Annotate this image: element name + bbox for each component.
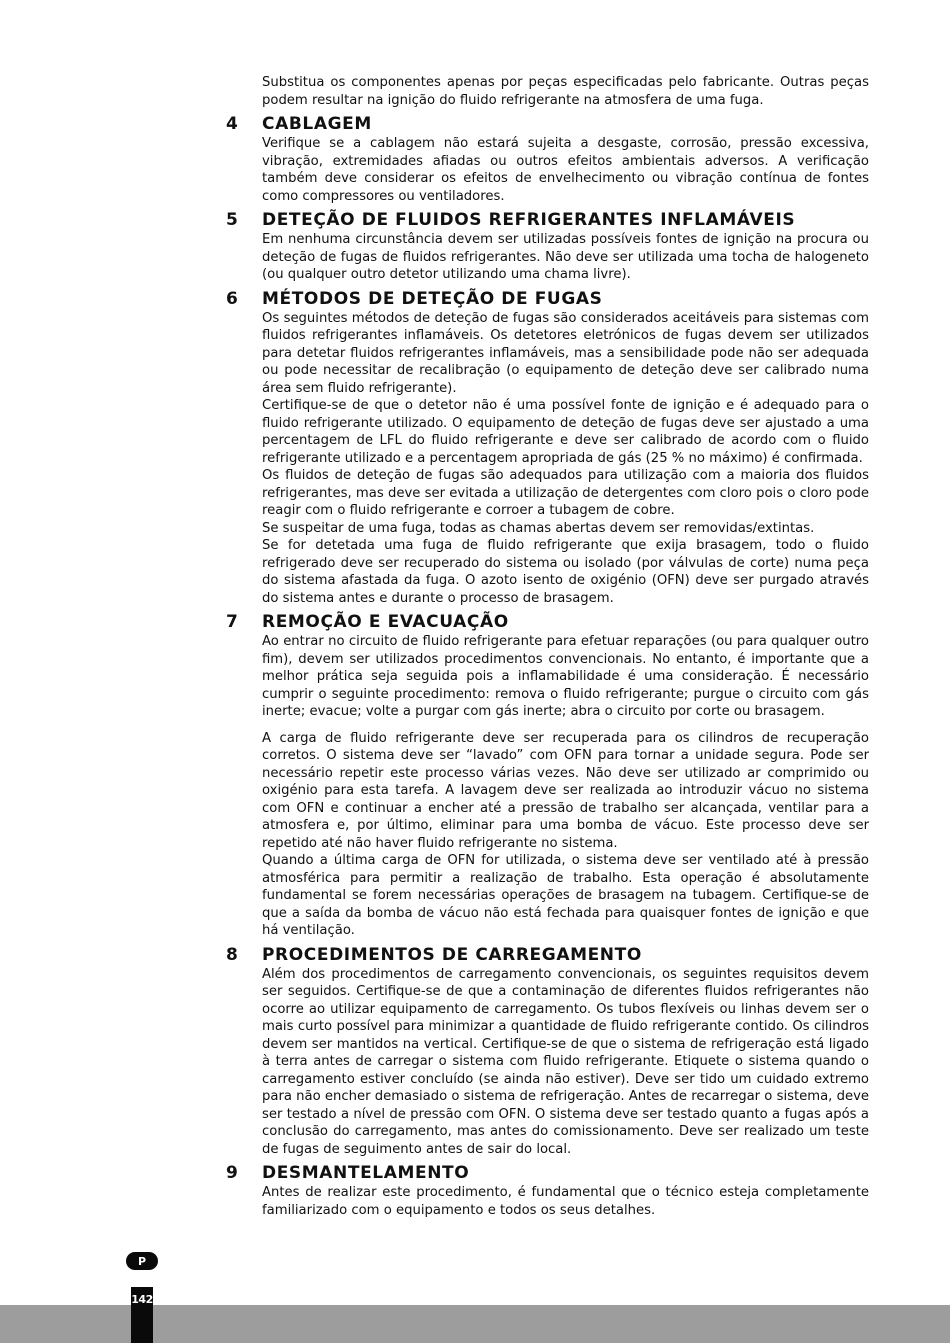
- section-title: PROCEDIMENTOS DE CARREGAMENTO: [262, 944, 642, 965]
- section-heading: [226, 1162, 869, 1184]
- paragraph: Certifique-se de que o detetor não é uma possível fonte de ignição e é adequado para o fluido refrigerante utilizado. O equipamento de deteção de fugas deve ser ajustado a uma percentagem de LFL do fluido refrigerante e deve ser calibrado de acordo com o fluido refrigerante utilizado e a percentagem apropriada de gás (25 % no máximo) é confirmada.: [262, 398, 869, 466]
- paragraph: Quando a última carga de OFN for utilizada, o sistema deve ser ventilado até à pressão atmosférica para permitir a realização de trabalho. Esta operação é absolutamente fundamental se forem necessárias operações de brasagem na tubagem. Certifique-se de que a saída da bomba de vácuo não está fechada para quaisquer fontes de ignição e que há ventilação.: [262, 853, 869, 938]
- paragraph: Antes de realizar este procedimento, é fundamental que o técnico esteja completamente familiarizado com o equipamento e todos os seus detalhes.: [262, 1185, 869, 1218]
- paragraph: Além dos procedimentos de carregamento convencionais, os seguintes requisitos devem ser seguidos. Certifique-se de que a contaminação de diferentes fluidos refrigerantes não ocorre ao utilizar equipamento de carregamento. Os tubos flexíveis ou linhas devem ser o mais curto possível para minimizar a quantidade de fluido refrigerante contido. Os cilindros devem ser mantidos na vertical. Certifique-se de que o sistema de refrigeração está ligado à terra antes de carregar o sistema com fluido refrigerante. Etiquete o sistema quando o carregamento estiver concluído (se ainda não estiver). Deve ser tido um cuidado extremo para não encher demasiado o sistema de refrigeração. Antes de recarregar o sistema, deve ser testado a nível de pressão com OFN. O sistema deve ser testado quanto a fugas após a conclusão do carregamento, mas antes do comissionamento. Deve ser realizado um teste de fugas de seguimento antes de sair do local.: [262, 966, 869, 1157]
- section-7-remocao-evacuacao: [226, 611, 869, 940]
- section-6-metodos-detecao: [226, 288, 869, 608]
- section-heading: [226, 288, 869, 310]
- section-number: 9: [226, 1163, 238, 1183]
- section-number: 4: [226, 114, 238, 134]
- section-number: 6: [226, 288, 238, 309]
- section-heading: [226, 944, 869, 966]
- section-number: 8: [226, 944, 238, 965]
- section-title: DESMANTELAMENTO: [262, 1163, 470, 1183]
- paragraph: Em nenhuma circunstância devem ser utilizadas possíveis fontes de ignição na procura ou deteção de fugas de fluidos refrigerantes. Não deve ser utilizada uma tocha de halogeneto (ou qualquer outro detetor utilizando uma chama livre).: [262, 232, 869, 282]
- section-title: CABLAGEM: [262, 114, 372, 134]
- section-9-desmantelamento: [226, 1162, 869, 1219]
- page-number: 142: [131, 1287, 153, 1343]
- section-heading: [226, 209, 869, 231]
- section-number: 7: [226, 612, 238, 632]
- section-title: REMOÇÃO E EVACUAÇÃO: [262, 612, 509, 632]
- document-body: [226, 74, 869, 1219]
- paragraph: Se suspeitar de uma fuga, todas as chamas abertas devem ser removidas/extintas.: [262, 520, 815, 536]
- section-number: 5: [226, 210, 238, 230]
- section-heading: [226, 611, 869, 633]
- section-5-detecao-fluidos: [226, 209, 869, 284]
- paragraph: A carga de fluido refrigerante deve ser recuperada para os cilindros de recuperação corretos. O sistema deve ser “lavado” com OFN para tornar a unidade segura. Pode ser necessário repetir este processo várias vezes. Não deve ser utilizado ar comprimido ou oxigénio para esta tarefa. A lavagem deve ser realizada ao introduzir vácuo no sistema com OFN e continuar a encher até a pressão de trabalho ser alcançada, ventilar para a atmosfera e, por último, eliminar para uma bomba de vácuo. Este processo deve ser repetido até não haver fluido refrigerante no sistema.: [262, 730, 869, 851]
- paragraph: Se for detetada uma fuga de fluido refrigerante que exija brasagem, todo o fluido refrigerado deve ser recuperado do sistema ou isolado (por válvulas de corte) numa peça do sistema afastada da fuga. O azoto isento de oxigénio (OFN) deve ser purgado através do sistema antes e durante o processo de brasagem.: [262, 538, 869, 606]
- section-title: MÉTODOS DE DETEÇÃO DE FUGAS: [262, 288, 603, 309]
- section-4-cablagem: [226, 113, 869, 205]
- paragraph: Os fluidos de deteção de fugas são adequados para utilização com a maioria dos fluidos refrigerantes, mas deve ser evitada a utilização de detergentes com cloro pois o cloro pode reagir com o fluido refrigerante e corroer a tubagem de cobre.: [262, 468, 869, 518]
- paragraph: Verifique se a cablagem não estará sujeita a desgaste, corrosão, pressão excessiva, vibração, extremidades afiadas ou outros efeitos ambientais adversos. A verificação também deve considerar os efeitos de envelhecimento ou vibração contínua de fontes como compressores ou ventiladores.: [262, 136, 869, 204]
- intro-text: [262, 74, 869, 109]
- language-badge: P: [126, 1252, 158, 1270]
- paragraph: Substitua os componentes apenas por peças especificadas pelo fabricante. Outras peças podem resultar na ignição do fluido refrigerante na atmosfera de uma fuga.: [262, 75, 869, 108]
- section-8-procedimentos-carregamento: [226, 944, 869, 1159]
- section-title: DETEÇÃO DE FLUIDOS REFRIGERANTES INFLAMÁVEIS: [262, 210, 796, 230]
- section-heading: [226, 113, 869, 135]
- paragraph: Ao entrar no circuito de fluido refrigerante para efetuar reparações (ou para qualquer outro fim), devem ser utilizados procedimentos convencionais. No entanto, é importante que a melhor prática seja seguida pois a inflamabilidade é uma consideração. É necessário cumprir o seguinte procedimento: remova o fluido refrigerante; purgue o circuito com gás inerte; evacue; volte a purgar com gás inerte; abra o circuito por corte ou brasagem.: [262, 634, 869, 719]
- paragraph: Os seguintes métodos de deteção de fugas são considerados aceitáveis para sistemas com fluidos refrigerantes inflamáveis. Os detetores eletrónicos de fugas devem ser utilizados para detetar fluidos refrigerantes inflamáveis, mas a sensibilidade pode não ser adequada ou pode necessitar de recalibração (o equipamento de deteção deve ser calibrado numa área sem fluido refrigerante).: [262, 310, 869, 396]
